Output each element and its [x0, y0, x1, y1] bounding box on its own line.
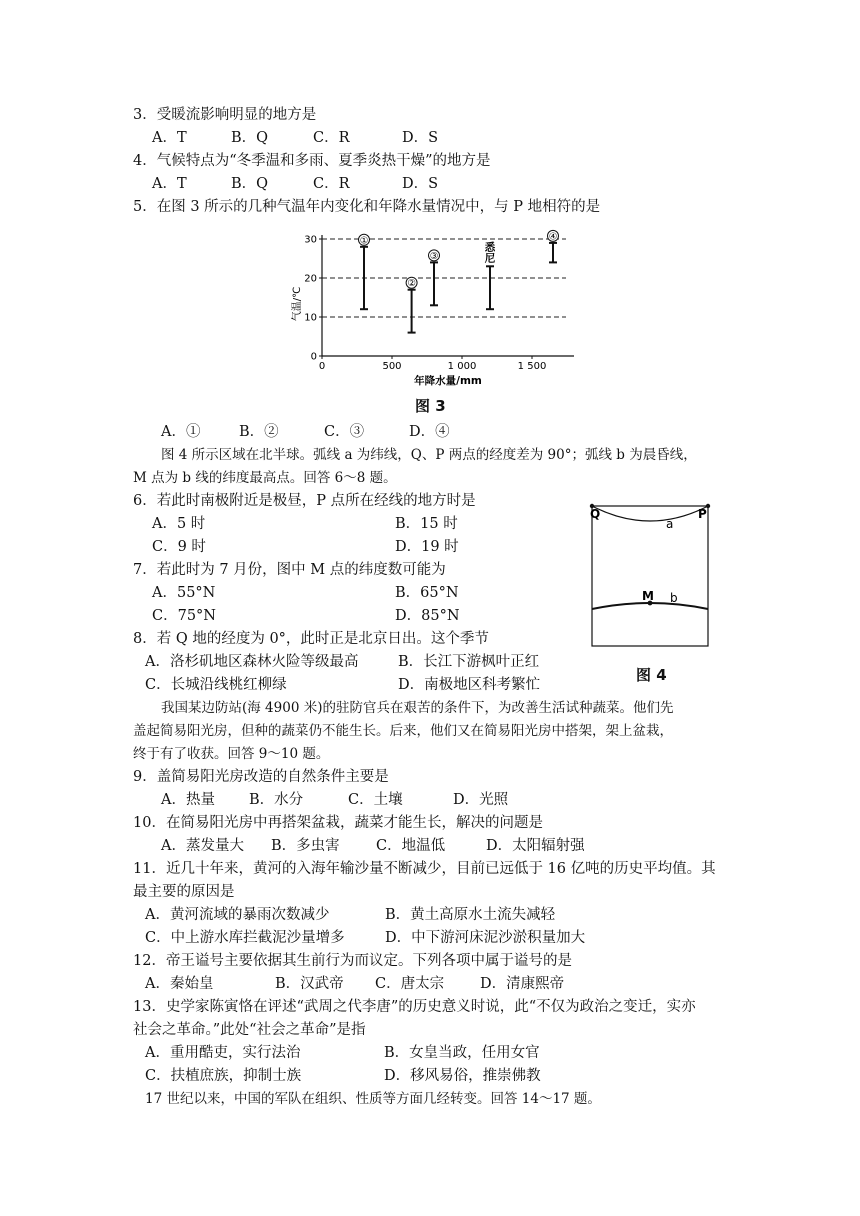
option-c: C．③	[324, 424, 365, 440]
question-5: 5．在图 3 所示的几种气温年内变化和年降水量情况中，与 P 地相符的是	[133, 199, 601, 215]
label-b: b	[670, 591, 678, 605]
question-9: 9．盖简易阳光房改造的自然条件主要是	[133, 769, 389, 785]
option-b: B．Q	[231, 176, 269, 192]
question-13-line2: 社会之革命。”此处“社会之革命”是指	[133, 1022, 366, 1038]
option-b: B．Q	[231, 130, 269, 146]
x-tick-label: 1 000	[447, 361, 477, 372]
option-d: D．太阳辐射强	[486, 838, 585, 854]
bar-label-sydney: 悉	[484, 241, 496, 254]
bar-label-4: ④	[548, 231, 558, 243]
question-13-option-c: C．扶植庶族，抑制士族	[145, 1068, 302, 1084]
label-p: P	[698, 507, 707, 521]
figure-4-diagram	[586, 498, 716, 650]
question-7-option-a: A．55°N	[152, 585, 216, 601]
question-6: 6．若此时南极附近是极昼，P 点所在经线的地方时是	[133, 493, 476, 509]
y-tick-label: 30	[304, 234, 317, 246]
question-6-option-c: C．9 时	[152, 539, 206, 555]
question-8: 8．若 Q 地的经度为 0°，此时正是北京日出。这个季节	[133, 631, 489, 647]
question-7-option-d: D．85°N	[395, 608, 460, 624]
x-axis-label: 年降水量/mm	[414, 375, 482, 387]
x-tick-label: 1 500	[517, 361, 547, 372]
option-b: B．水分	[249, 792, 304, 808]
bar-label-2: ③	[429, 250, 439, 262]
option-d: D．S	[402, 130, 439, 146]
intro-6-8-line1: 图 4 所示区域在北半球。弧线 a 为纬线，Q、P 两点的经度差为 90°；弧线 b 为晨昏线，	[161, 447, 697, 463]
y-tick-label: 20	[304, 273, 317, 285]
bar-label-1: ②	[407, 278, 416, 290]
question-11-line2: 最主要的原因是	[133, 884, 235, 900]
option-b: B．②	[239, 424, 279, 440]
intro-9-10-line1: 我国某边防站(海 4900 米)的驻防官兵在艰苦的条件下，为改善生活试种蔬菜。他们先	[161, 700, 674, 716]
y-tick-label: 10	[304, 312, 317, 324]
option-d: D．光照	[453, 792, 509, 808]
option-a: A．热量	[161, 792, 215, 808]
y-axis-label: 气温/℃	[292, 286, 303, 322]
question-11-line1: 11．近几十年来，黄河的入海年输沙量不断减少，目前已远低于 16 亿吨的历史平均值。其	[133, 861, 716, 877]
figure-3-chart	[286, 224, 576, 390]
figure-4-frame	[592, 506, 708, 646]
question-8-option-b: B．长江下游枫叶正红	[398, 654, 540, 670]
label-a: a	[666, 517, 674, 531]
question-13-option-a: A．重用酷吏，实行法治	[145, 1045, 301, 1061]
x-tick-label: 0	[318, 361, 326, 372]
option-c: C．土壤	[348, 792, 403, 808]
question-6-option-b: B．15 时	[395, 516, 458, 532]
label-q: Q	[590, 507, 601, 521]
question-11-option-b: B．黄土高原水土流失减轻	[385, 907, 556, 923]
question-8-option-a: A．洛杉矶地区森林火险等级最高	[145, 654, 359, 670]
figure-4-caption: 图 4	[636, 666, 667, 684]
option-c: C．地温低	[376, 838, 446, 854]
question-8-option-d: D．南极地区科考繁忙	[398, 677, 541, 693]
option-c: C．R	[313, 130, 350, 146]
question-11-option-c: C．中上游水库拦截泥沙量增多	[145, 930, 345, 946]
x-tick-label: 500	[382, 361, 402, 372]
intro-14-17: 17 世纪以来，中国的军队在组织、性质等方面几经转变。回答 14～17 题。	[145, 1091, 601, 1107]
option-a: A．T	[152, 130, 187, 146]
question-6-option-a: A．5 时	[152, 516, 206, 532]
arc-a	[592, 506, 708, 521]
question-11-option-d: D．中下游河床泥沙淤积量加大	[385, 930, 586, 946]
question-13-option-d: D．移风易俗，推崇佛教	[384, 1068, 541, 1084]
figure-3-caption: 图 3	[415, 397, 446, 415]
question-7-option-c: C．75°N	[152, 608, 216, 624]
label-m: M	[642, 589, 654, 603]
option-c: C．唐太宗	[375, 976, 445, 992]
option-a: A．①	[161, 424, 201, 440]
option-d: D．④	[409, 424, 450, 440]
bar-label-sydney-2: 尼	[484, 252, 496, 265]
y-tick-label: 0	[310, 351, 317, 363]
intro-9-10-line3: 终于有了收获。回答 9～10 题。	[133, 746, 330, 762]
intro-9-10-line2: 盖起简易阳光房，但种的蔬菜仍不能生长。后来，他们又在简易阳光房中搭架，架上盆栽，	[133, 723, 673, 739]
question-4: 4．气候特点为“冬季温和多雨、夏季炎热干燥”的地方是	[133, 153, 491, 169]
question-3: 3．受暖流影响明显的地方是	[133, 107, 317, 123]
option-b: B．多虫害	[271, 838, 340, 854]
intro-6-8-line2: M 点为 b 线的纬度最高点。回答 6～8 题。	[133, 470, 397, 486]
question-7: 7．若此时为 7 月份，图中 M 点的纬度数可能为	[133, 562, 446, 578]
option-a: A．秦始皇	[145, 976, 214, 992]
question-13-option-b: B．女皇当政，任用女官	[384, 1045, 540, 1061]
question-7-option-b: B．65°N	[395, 585, 459, 601]
option-b: B．汉武帝	[275, 976, 344, 992]
question-13-line1: 13．史学家陈寅恪在评述“武周之代李唐”的历史意义时说，此“不仅为政治之变迁，实亦	[133, 999, 696, 1015]
question-6-option-d: D．19 时	[395, 539, 459, 555]
question-12: 12．帝王谥号主要依据其生前行为而议定。下列各项中属于谥号的是	[133, 953, 572, 969]
option-a: A．蒸发量大	[161, 838, 244, 854]
option-d: D．清康熙帝	[480, 976, 565, 992]
option-c: C．R	[313, 176, 350, 192]
question-8-option-c: C．长城沿线桃红柳绿	[145, 677, 287, 693]
question-10: 10．在简易阳光房中再搭架盆栽，蔬菜才能生长，解决的问题是	[133, 815, 543, 831]
bar-label-0: ①	[359, 235, 369, 247]
question-11-option-a: A．黄河流域的暴雨次数减少	[145, 907, 330, 923]
option-d: D．S	[402, 176, 439, 192]
option-a: A．T	[152, 176, 187, 192]
